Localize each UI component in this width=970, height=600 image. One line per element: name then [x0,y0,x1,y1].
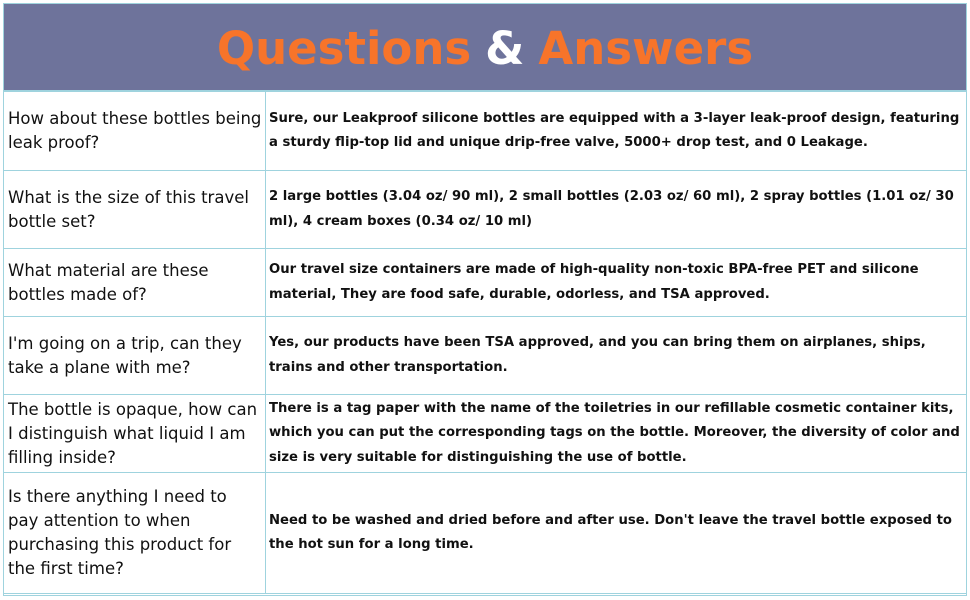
question-cell: I'm going on a trip, can they take a plane with me? [4,317,266,395]
table-row [4,171,967,249]
banner-title-answers: Answers [538,21,754,75]
banner-title [216,21,754,75]
table-row [4,473,967,594]
table-row [4,92,967,171]
question-cell: What material are these bottles made of? [4,249,266,317]
table-row [4,249,967,317]
answer-cell: 2 large bottles (3.04 oz/ 90 ml), 2 small bottles (2.03 oz/ 60 ml), 2 spray bottles (1.01 oz/ 30 ml), 4 cream boxes (0.34 oz/ 10 ml) [266,171,967,249]
table-row [4,395,967,473]
question-cell: How about these bottles being leak proof? [4,92,266,171]
question-cell: The bottle is opaque, how can I distinguish what liquid I am filling inside? [4,395,266,473]
answer-cell: Need to be washed and dried before and after use. Don't leave the travel bottle exposed to the hot sun for a long time. [266,473,967,594]
question-cell: What is the size of this travel bottle set? [4,171,266,249]
answer-cell: Yes, our products have been TSA approved, and you can bring them on airplanes, ships, trains and other transportation. [266,317,967,395]
answer-cell: There is a tag paper with the name of the toiletries in our refillable cosmetic container kits, which you can put the corresponding tags on the bottle. Moreover, the diversity of color and size is very suitable for distinguishing the use of bottle. [266,395,967,473]
answer-cell: Our travel size containers are made of high-quality non-toxic BPA-free PET and silicone material, They are food safe, durable, odorless, and TSA approved. [266,249,967,317]
banner-title-questions: Questions [216,21,472,75]
qa-table [3,91,967,594]
question-cell: Is there anything I need to pay attention to when purchasing this product for the first time? [4,473,266,594]
answer-cell: Sure, our Leakproof silicone bottles are equipped with a 3-layer leak-proof design, featuring a sturdy flip-top lid and unique drip-free valve, 5000+ drop test, and 0 Leakage. [266,92,967,171]
banner-title-ampersand: & [485,21,525,75]
table-row [4,317,967,395]
qa-banner [3,3,967,91]
